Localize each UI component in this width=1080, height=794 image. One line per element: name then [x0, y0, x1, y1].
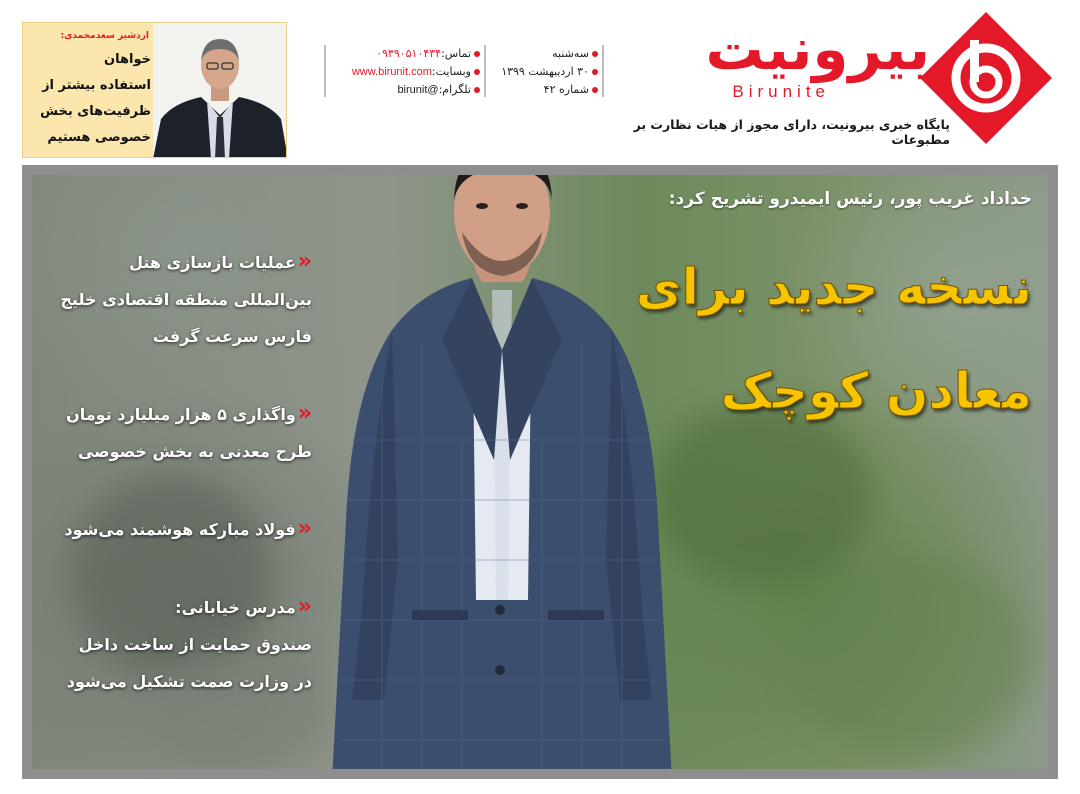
- news-bullet-item[interactable]: [42, 510, 312, 548]
- teaser-line: خواهان: [104, 52, 151, 67]
- headline-line: نسخه جدید برای: [635, 258, 1032, 316]
- story-kicker: خداداد غریب پور، رئیس ایمیدرو تشریح کرد:: [668, 189, 1032, 209]
- bullet-dot-icon: [592, 87, 598, 93]
- bullet-dot-icon: [474, 51, 480, 57]
- teaser-line: ظرفیت‌های بخش: [40, 104, 151, 119]
- bullet-text: فولاد مبارکه هوشمند می‌شود: [64, 520, 296, 539]
- bullet-text: واگذاری ۵ هزار میلیارد تومان: [66, 405, 296, 424]
- separator: [602, 45, 604, 97]
- phone-label: تماس:: [441, 47, 471, 60]
- teaser-line: استفاده بیشتر از: [42, 78, 151, 93]
- website-link[interactable]: www.birunit.com: [351, 66, 432, 78]
- issue-number: شماره ۴۲: [543, 83, 589, 96]
- bullet-dot-icon: [592, 51, 598, 57]
- contact-info: [330, 45, 480, 99]
- telegram-link[interactable]: @birunit: [397, 84, 439, 96]
- news-bullets: [42, 243, 312, 740]
- teaser-line: خصوصی هستیم: [47, 130, 151, 145]
- issue-info: [488, 45, 598, 99]
- brand-name: بیرونیت: [705, 15, 930, 83]
- bullet-dot-icon: [592, 69, 598, 75]
- bullet-text: در وزارت صمت تشکیل می‌شود: [66, 672, 312, 691]
- brand-tagline: پایگاه خبری بیرونیت، دارای مجوز از هیات نظارت بر مطبوعات: [633, 117, 950, 147]
- separator: [324, 45, 326, 97]
- news-bullet-item[interactable]: [42, 243, 312, 355]
- issue-date: ۳۰ اردیبهشت ۱۳۹۹: [501, 65, 589, 78]
- bullet-dot-icon: [474, 87, 480, 93]
- double-chevron-icon: «: [297, 516, 312, 541]
- main-story-panel: [32, 175, 1048, 769]
- website-label: وبسایت:: [431, 65, 471, 78]
- bullet-text: مدرس خیابانی:: [175, 598, 296, 617]
- bullet-text: بین‌المللی منطقه اقتصادی خلیج: [60, 290, 312, 309]
- bullet-text: صندوق حمایت از ساخت داخل: [78, 635, 312, 654]
- bullet-text: طرح معدنی به بخش خصوصی: [77, 442, 312, 461]
- main-headline[interactable]: [532, 235, 1032, 443]
- double-chevron-icon: «: [297, 594, 312, 619]
- double-chevron-icon: «: [297, 249, 312, 274]
- news-bullet-item[interactable]: [42, 395, 312, 470]
- news-bullet-item[interactable]: [42, 588, 312, 700]
- headline-line: معادن کوچک: [720, 362, 1032, 420]
- issue-weekday: سه‌شنبه: [552, 47, 589, 60]
- separator: [484, 45, 486, 97]
- double-chevron-icon: «: [297, 401, 312, 426]
- bullet-dot-icon: [474, 69, 480, 75]
- teaser-box[interactable]: [22, 22, 287, 158]
- teaser-author: اردشیر سعدمحمدی:: [60, 31, 149, 41]
- teaser-portrait-image: [153, 23, 287, 158]
- phone-number[interactable]: ۰۹۳۹۰۵۱۰۴۳۴: [376, 48, 442, 60]
- brand-latin: Birunite: [732, 82, 830, 101]
- masthead: [0, 0, 1080, 165]
- teaser-headline: [27, 47, 151, 151]
- telegram-label: تلگرام:: [438, 83, 471, 96]
- bullet-text: فارس سرعت گرفت: [152, 327, 312, 346]
- bullet-text: عملیات بازسازی هتل: [129, 253, 296, 272]
